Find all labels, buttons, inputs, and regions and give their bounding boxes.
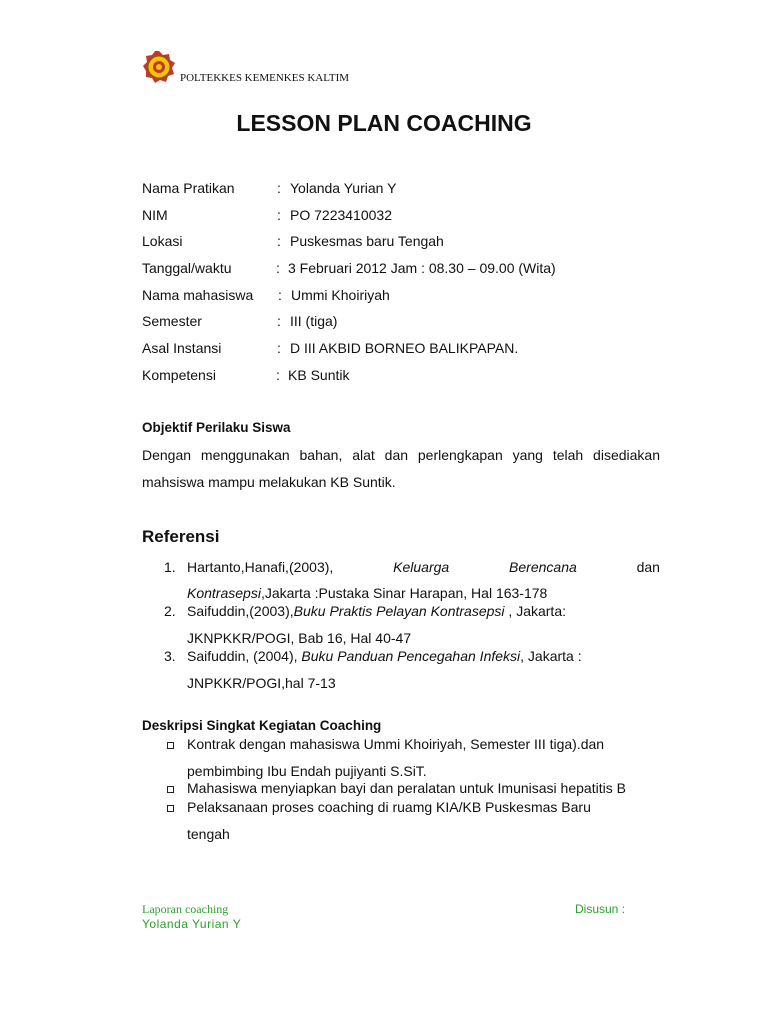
identity-row: [142, 339, 662, 357]
reference-title: Kontrasepsi: [187, 585, 261, 601]
identity-colon: :: [277, 180, 281, 196]
identity-label: Nama mahasiswa: [142, 287, 254, 303]
identity-colon: :: [277, 207, 281, 223]
description-item: Pelaksanaan proses coaching di ruamg KIA/KB Puskesmas Baru: [187, 799, 591, 815]
reference-author: Saifuddin, (2004),: [187, 648, 298, 664]
identity-row: [142, 259, 662, 277]
identity-colon: :: [277, 233, 281, 249]
identity-colon: :: [277, 313, 281, 329]
identity-label: Kompetensi: [142, 367, 216, 383]
description-item-continued: tengah: [187, 826, 230, 842]
reference-line: JKNPKKR/POGI, Bab 16, Hal 40-47: [187, 630, 412, 646]
identity-colon: :: [278, 287, 282, 303]
identity-label: Semester: [142, 313, 202, 329]
identity-colon: :: [276, 367, 280, 383]
identity-label: Tanggal/waktu: [142, 260, 232, 276]
identity-value: Ummi Khoiriyah: [291, 287, 390, 303]
reference-title-word: Berencana: [509, 559, 577, 575]
identity-value: Puskesmas baru Tengah: [290, 233, 444, 249]
reference-word: dan: [636, 559, 660, 575]
references-heading: Referensi: [142, 527, 220, 546]
identity-row: [142, 286, 662, 304]
footer-right: Disusun :: [575, 902, 626, 916]
identity-row: [142, 232, 662, 250]
reference-number: 3.: [164, 648, 176, 664]
reference-publisher: , Jakarta:: [504, 603, 566, 619]
objective-heading: Objektif Perilaku Siswa: [142, 420, 291, 435]
reference-publisher: ,Jakarta :Pustaka Sinar Harapan, Hal 163-178: [260, 585, 548, 601]
reference-publisher: , Jakarta :: [520, 648, 582, 664]
reference-author: Hartanto,Hanafi,(2003),: [187, 559, 334, 575]
identity-value: 3 Februari 2012 Jam : 08.30 – 09.00 (Wita): [288, 260, 556, 276]
reference-title: Buku Praktis Pelayan Kontrasepsi: [293, 603, 505, 619]
reference-author: Saifuddin,(2003),: [187, 603, 294, 619]
reference-number: 2.: [164, 603, 176, 619]
description-item: Mahasiswa menyiapkan bayi dan peralatan untuk Imunisasi hepatitis B: [187, 780, 626, 796]
reference-line: JNPKKR/POGI,hal 7-13: [187, 675, 336, 691]
footer-author: Yolanda Yurian Y: [142, 917, 242, 931]
identity-label: Lokasi: [142, 233, 183, 249]
identity-label: NIM: [142, 207, 168, 223]
identity-label: Nama Pratikan: [142, 180, 235, 196]
description-item-continued: pembimbing Ibu Endah pujiyanti S.SiT.: [187, 763, 427, 779]
square-bullet-icon: [167, 742, 174, 749]
square-bullet-icon: [167, 786, 174, 793]
institution-seal-icon: [142, 50, 176, 84]
reference-line: [187, 648, 582, 664]
reference-title: Buku Panduan Pencegahan Infeksi: [301, 648, 521, 664]
page-title: LESSON PLAN COACHING: [236, 110, 532, 136]
reference-title-word: Keluarga: [393, 559, 450, 575]
description-item: Kontrak dengan mahasiswa Ummi Khoiriyah, Semester III tiga).dan: [187, 736, 605, 752]
footer-left: Laporan coaching: [142, 902, 229, 916]
identity-row: [142, 366, 662, 384]
square-bullet-icon: [167, 805, 174, 812]
identity-value: PO 7223410032: [290, 207, 392, 223]
objective-text: Dengan menggunakan bahan, alat dan perlengkapan yang telah disediakan mahsiswa mampu melakukan KB Suntik.: [142, 447, 660, 490]
institution-name: POLTEKKES KEMENKES KALTIM: [180, 72, 350, 84]
identity-row: [142, 312, 662, 330]
identity-colon: :: [276, 260, 280, 276]
identity-row: [142, 179, 662, 197]
identity-value: Yolanda Yurian Y: [290, 180, 397, 196]
description-heading: Deskripsi Singkat Kegiatan Coaching: [142, 718, 382, 733]
reference-number: 1.: [164, 559, 176, 575]
identity-value: III (tiga): [290, 313, 338, 329]
reference-line: [187, 559, 660, 575]
reference-line: [187, 585, 547, 601]
reference-line: [187, 603, 566, 619]
identity-colon: :: [277, 340, 281, 356]
identity-label: Asal Instansi: [142, 340, 222, 356]
identity-value: D III AKBID BORNEO BALIKPAPAN.: [290, 340, 519, 356]
identity-row: [142, 206, 662, 224]
identity-value: KB Suntik: [288, 367, 350, 383]
